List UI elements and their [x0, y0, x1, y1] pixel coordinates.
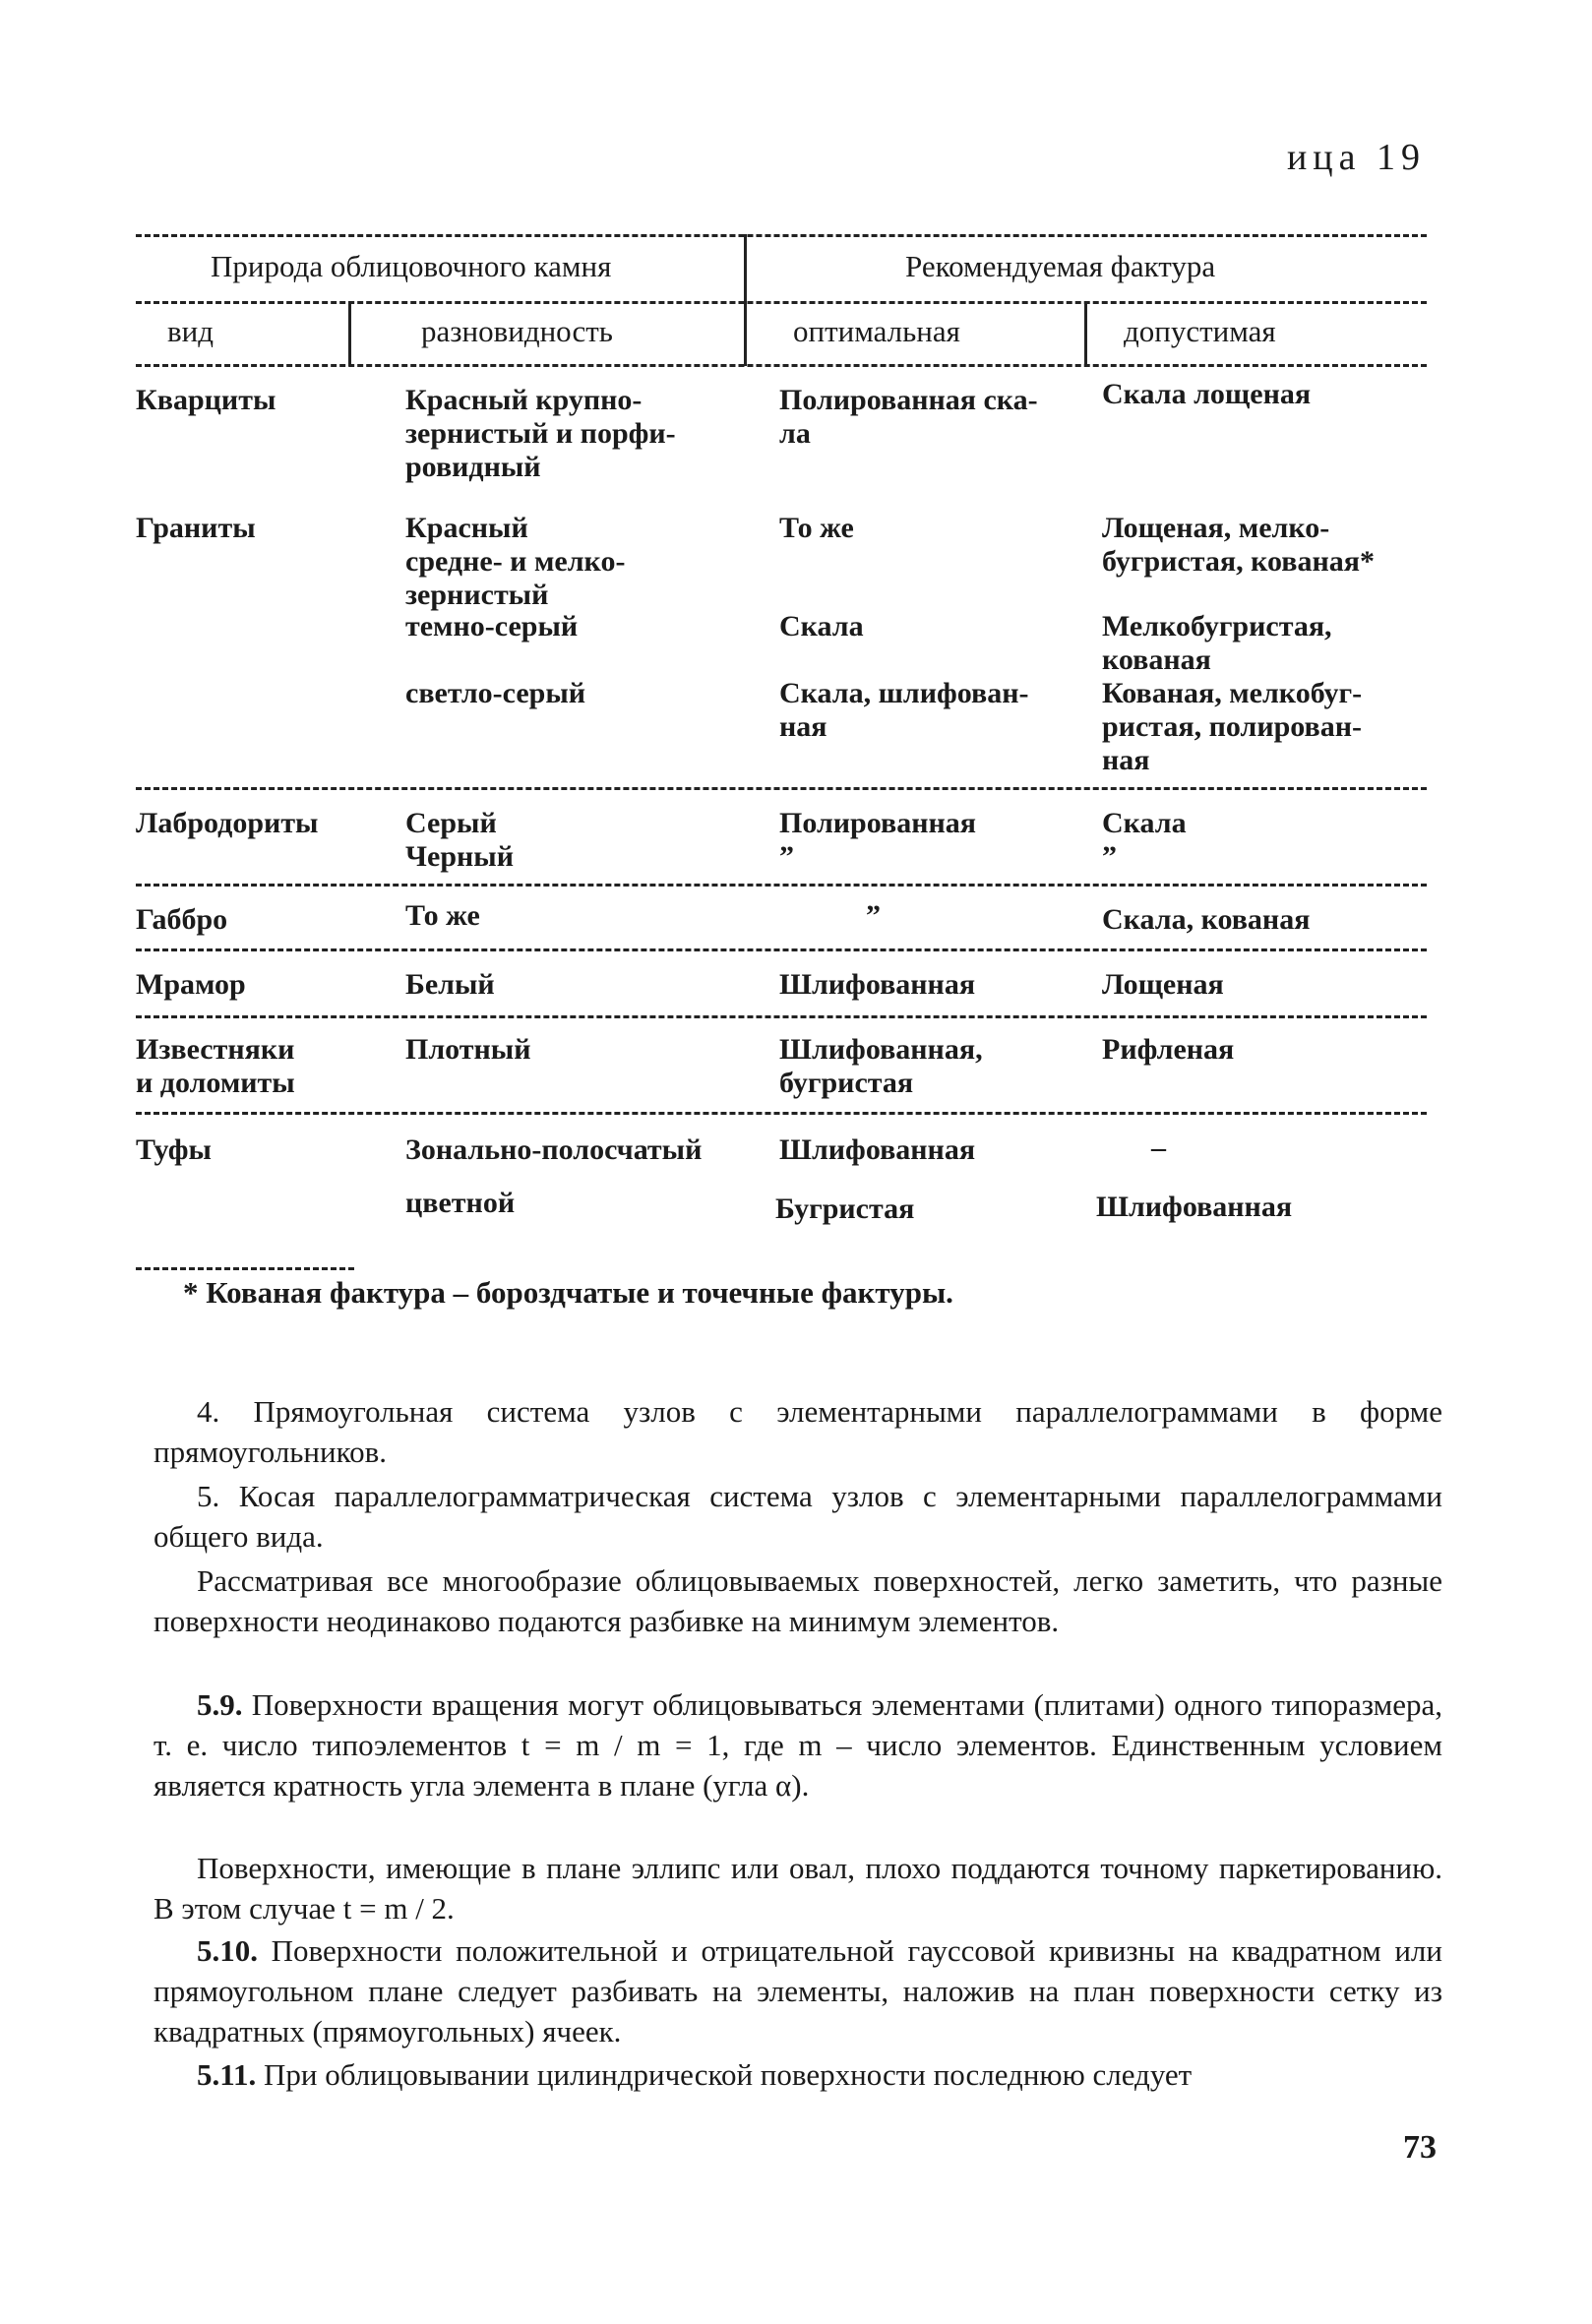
table-cell: Туфы [136, 1133, 212, 1166]
table-cell: Плотный [405, 1033, 531, 1066]
table-cell: светло-серый [405, 677, 586, 709]
paragraph-text: 4. Прямоугольная система узлов с элементарными параллелограммами в форме прямоугольников. [153, 1394, 1442, 1469]
table-cell: Шлифованная [1096, 1191, 1293, 1223]
header-bottom-rule [136, 364, 1427, 367]
table-cell: ” [866, 899, 881, 932]
table-cell: Шлифованная [779, 1133, 976, 1166]
footnote: * Кованая фактура – бороздчатые и точечные фактуры. [183, 1275, 953, 1310]
table-cell: Рифленая [1102, 1033, 1235, 1066]
table-caption: ица 19 [1286, 137, 1426, 178]
table-cell: То же [405, 899, 480, 932]
table-cell: Скала [779, 610, 864, 642]
paragraph [153, 1848, 1442, 1928]
header-divider [136, 301, 1427, 304]
page-number: 73 [1403, 2129, 1437, 2166]
table-cell: – [1151, 1131, 1166, 1164]
row-divider [136, 787, 1427, 790]
table-cell: Лабродориты [136, 807, 319, 839]
header-group-nature: Природа облицовочного камня [211, 249, 612, 283]
paragraph [153, 1560, 1442, 1641]
header-group-texture: Рекомендуемая фактура [905, 249, 1216, 283]
paragraph [153, 1476, 1442, 1557]
subheader-optimal: оптимальная [793, 314, 960, 348]
paragraph-text: 5. Косая параллелограмматрическая система узлов с элементарными параллелограммами общего вида. [153, 1479, 1442, 1554]
paragraph-text: Поверхности положительной и отрицательной гауссовой кривизны на квадратном или прямоугольном плане следует разбивать на элементы, наложив на план поверхности сетку из квадратных (прямоугольных) ячеек. [153, 1933, 1442, 2049]
subheader-allowed: допустимая [1124, 314, 1276, 348]
subheader-type: вид [167, 314, 214, 348]
paragraph-number: 5.11. [197, 2057, 257, 2092]
paragraph-text: Поверхности вращения могут облицовываться элементами (плитами) одного типоразмера, т. е. число типоэлементов t = m / m = 1, где m – число элементов. Единственным условием является кратность угла элемента в плане (угла α). [153, 1687, 1442, 1803]
header-separator [1084, 301, 1087, 366]
table-cell: Скала, кованая [1102, 903, 1311, 936]
row-divider [136, 884, 1427, 887]
header-separator [348, 301, 351, 366]
row-divider [136, 948, 1427, 951]
footnote-rule [136, 1267, 354, 1270]
paragraph [153, 1391, 1442, 1472]
table-cell: Шлифованная, бугристая [779, 1033, 983, 1099]
table-cell: Скала ” [1102, 807, 1187, 873]
table-cell: То же [779, 512, 854, 544]
table-cell: Серый Черный [405, 807, 515, 873]
table-cell: Кованая, мелкобуг- ристая, полирован- ная [1102, 677, 1363, 776]
table-cell: Шлифованная [779, 968, 976, 1001]
table-cell: Скала лощеная [1102, 378, 1312, 410]
row-divider [136, 1015, 1427, 1018]
header-separator [744, 234, 747, 366]
paragraph-text: Поверхности, имеющие в плане эллипс или овал, плохо поддаются точному паркетированию. В этом случае t = m / 2. [153, 1851, 1442, 1926]
table-top-rule [136, 234, 1427, 237]
table-cell: Полированная ” [779, 807, 976, 873]
table-cell: Красный средне- и мелко- зернистый [405, 512, 626, 611]
table-cell: Лощеная, мелко- бугристая, кованая* [1102, 512, 1375, 578]
paragraph-number: 5.9. [197, 1687, 243, 1722]
table-cell: Мрамор [136, 968, 246, 1001]
row-divider [136, 1112, 1427, 1115]
table-cell: Красный крупно- зернистый и порфи- ровидный [405, 384, 676, 483]
table-cell: цветной [405, 1187, 516, 1219]
table-cell: Мелкобугристая, кованая [1102, 610, 1332, 676]
table-cell: Полированная ска- ла [779, 384, 1038, 450]
table-cell: темно-серый [405, 610, 579, 642]
table-cell: Белый [405, 968, 495, 1001]
table-cell: Бугристая [775, 1193, 915, 1225]
paragraph-text: Рассматривая все многообразие облицовываемых поверхностей, легко заметить, что разные поверхности неодинаково подаются разбивке на минимум элементов. [153, 1563, 1442, 1638]
table-cell: Граниты [136, 512, 256, 544]
subheader-variety: разновидность [421, 314, 613, 348]
table-cell: Габбро [136, 903, 228, 936]
paragraph-number: 5.10. [197, 1933, 258, 1968]
table-cell: Известняки и доломиты [136, 1033, 295, 1099]
table-cell: Зонально-полосчатый [405, 1133, 703, 1166]
paragraph [153, 2054, 1442, 2095]
table-cell: Лощеная [1102, 968, 1224, 1001]
paragraph [153, 1930, 1442, 2051]
table-cell: Кварциты [136, 384, 276, 416]
paragraph [153, 1684, 1442, 1805]
paragraph-text: При облицовывании цилиндрической поверхности последнюю следует [256, 2057, 1193, 2092]
table-cell: Скала, шлифован- ная [779, 677, 1029, 743]
